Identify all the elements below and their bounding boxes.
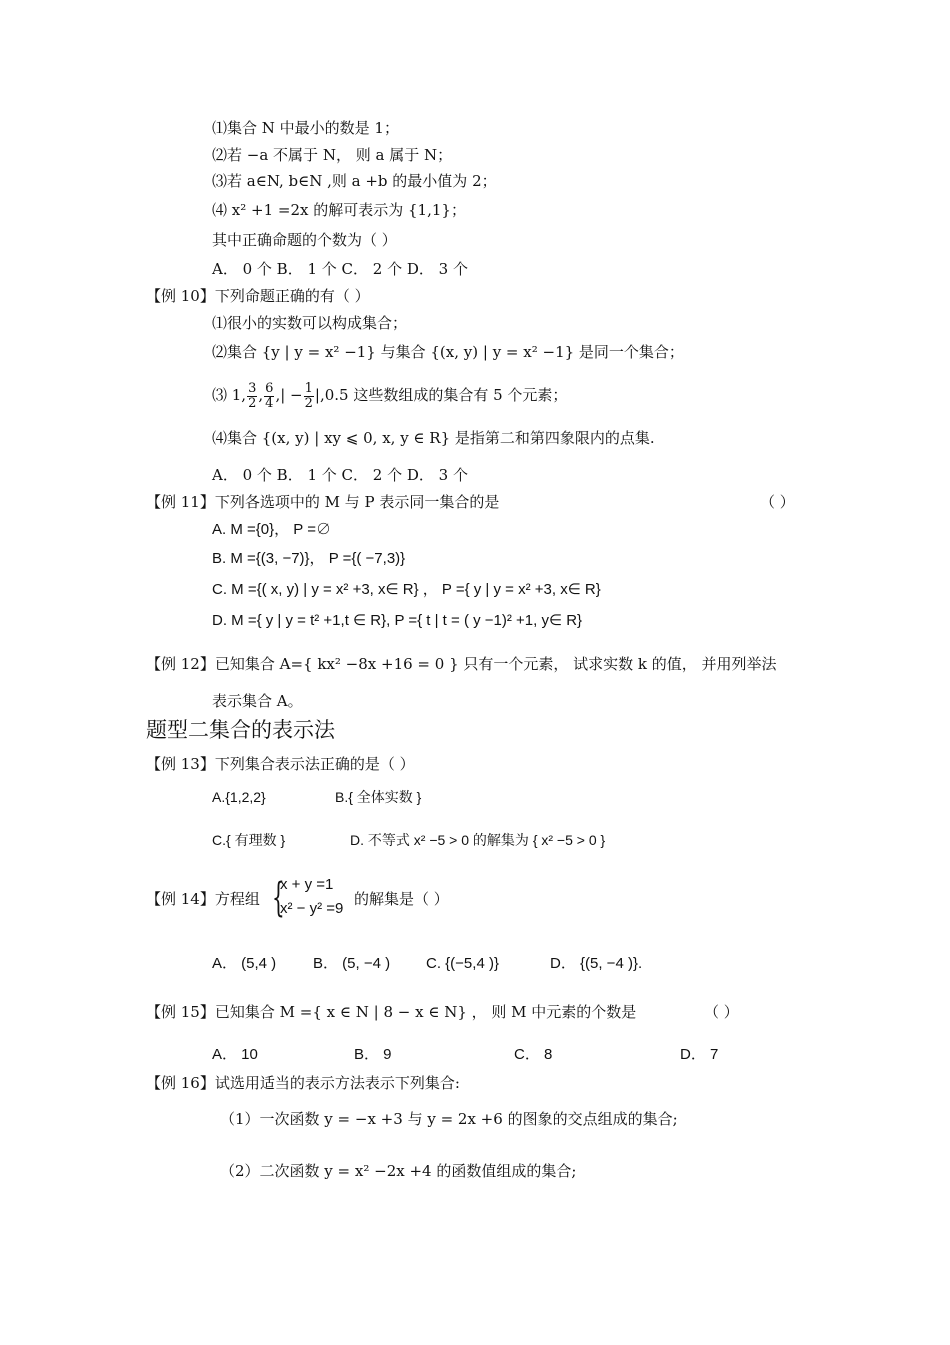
- q11-option-c: C. M ={( x, y) | y = x² +3, x∈ R} ， P ={ y | y = x² +3, x∈ R}: [212, 581, 601, 598]
- fraction-denominator: 2: [304, 395, 313, 411]
- abs-open: | −: [280, 386, 303, 404]
- q9-item3: ⑶若 a∈N, b∈N ,则 a +b 的最小值为 2；: [212, 172, 497, 190]
- q14-option-d: D． {(5, −4 )}.: [550, 955, 643, 972]
- q12-continuation: 表示集合 A。: [212, 692, 303, 710]
- fraction-3-2: [247, 382, 257, 411]
- q10-item3-tail: |,0.5 这些数组成的集合有 5 个元素；: [314, 386, 568, 404]
- q11-answer-paren: （ ）: [760, 493, 795, 511]
- equation-2: x² − y² =9: [280, 900, 344, 917]
- q10-item2: ⑵集合 {y | y = x² −1} 与集合 {(x, y) | y = x² −1} 是同一个集合；: [212, 343, 684, 361]
- q10-item4: ⑷集合 {(x, y) | xy ⩽ 0, x, y ∈ R} 是指第二和第四象限内的点集.: [212, 429, 655, 447]
- brace-icon: {: [272, 875, 285, 921]
- q15-option-a: A． 10: [212, 1046, 258, 1063]
- equation-system: [272, 874, 352, 922]
- q14-option-c: C. {(−5,4 )}: [426, 955, 499, 972]
- q13-option-d: D. 不等式 x² −5 > 0 的解集为 { x² −5 > 0 }: [350, 832, 606, 848]
- q10-item3-lead: ⑶ 1,: [212, 386, 247, 404]
- fraction-1-2: [304, 382, 314, 411]
- q16-item2: （2）二次函数 y = x² −2x +4 的函数值组成的集合;: [220, 1162, 577, 1180]
- q13-option-a: A.{1,2,2}: [212, 789, 266, 805]
- equation-1: x + y =1: [280, 876, 334, 893]
- q15-option-c: C． 8: [514, 1046, 553, 1063]
- q13-title: 【例 13】下列集合表示法正确的是（ ）: [146, 755, 415, 773]
- q15-option-b: B． 9: [354, 1046, 392, 1063]
- q16-title: 【例 16】试选用适当的表示方法表示下列集合:: [146, 1074, 460, 1092]
- q9-stem: 其中正确命题的个数为（ ）: [212, 231, 397, 249]
- q11-option-a: A. M ={0}， P =∅: [212, 521, 331, 538]
- q10-item3: ⑶ 1, $\frac{3}{2}$ , $\frac{6}{4}$ ,| − $\frac{1}{2}$ |,0.5 这些数组成的集合有 5 个元素；: [212, 380, 568, 411]
- fraction-numerator: 6: [265, 380, 274, 396]
- q10-title: 【例 10】下列命题正确的有（ ）: [146, 287, 370, 305]
- fraction-6-4: [264, 382, 274, 411]
- q13-option-c: C.{ 有理数 }: [212, 832, 286, 848]
- section-heading: 题型二集合的表示法: [146, 718, 335, 742]
- q15-option-d: D． 7: [680, 1046, 719, 1063]
- q14-title-tail: 的解集是（ ）: [354, 890, 449, 908]
- q10-item1: ⑴很小的实数可以构成集合；: [212, 314, 408, 332]
- q9-item2: ⑵若 −a 不属于 N， 则 a 属于 N；: [212, 146, 453, 164]
- q14-title: 【例 14】方程组: [146, 890, 260, 908]
- q11-option-b: B. M ={(3, −7)}， P ={( −7,3)}: [212, 550, 406, 567]
- fraction-denominator: 4: [265, 395, 274, 411]
- fraction-numerator: 3: [248, 380, 257, 396]
- q9-item1: ⑴集合 N 中最小的数是 1；: [212, 119, 399, 137]
- q13-option-b: B.{ 全体实数 }: [335, 789, 422, 805]
- q14-option-b: B． (5, −4 ): [313, 955, 391, 972]
- q9-options: A． 0 个 B． 1 个 C． 2 个 D． 3 个: [212, 260, 468, 278]
- q15-title: 【例 15】已知集合 M ={ x ∈ N | 8 − x ∈ N} ， 则 M 中元素的个数是: [146, 1003, 637, 1021]
- q10-options: A． 0 个 B． 1 个 C． 2 个 D． 3 个: [212, 466, 468, 484]
- q16-item1: （1）一次函数 y = −x +3 与 y = 2x +6 的图象的交点组成的集合;: [220, 1110, 678, 1128]
- q14-option-a: A． (5,4 ): [212, 955, 277, 972]
- q12-title: 【例 12】已知集合 A={ kx² −8x +16 = 0 } 只有一个元素， 试求实数 k 的值， 并用列举法: [146, 655, 777, 673]
- fraction-denominator: 2: [248, 395, 257, 411]
- q11-title: 【例 11】下列各选项中的 M 与 P 表示同一集合的是: [146, 493, 500, 511]
- fraction-numerator: 1: [304, 380, 313, 396]
- q15-answer-paren: （ ）: [704, 1003, 739, 1021]
- q9-item4: ⑷ x² +1 =2x 的解可表示为 {1,1}；: [212, 201, 466, 219]
- q11-option-d: D. M ={ y | y = t² +1,t ∈ R}, P ={ t | t = ( y −1)² +1, y∈ R}: [212, 612, 583, 629]
